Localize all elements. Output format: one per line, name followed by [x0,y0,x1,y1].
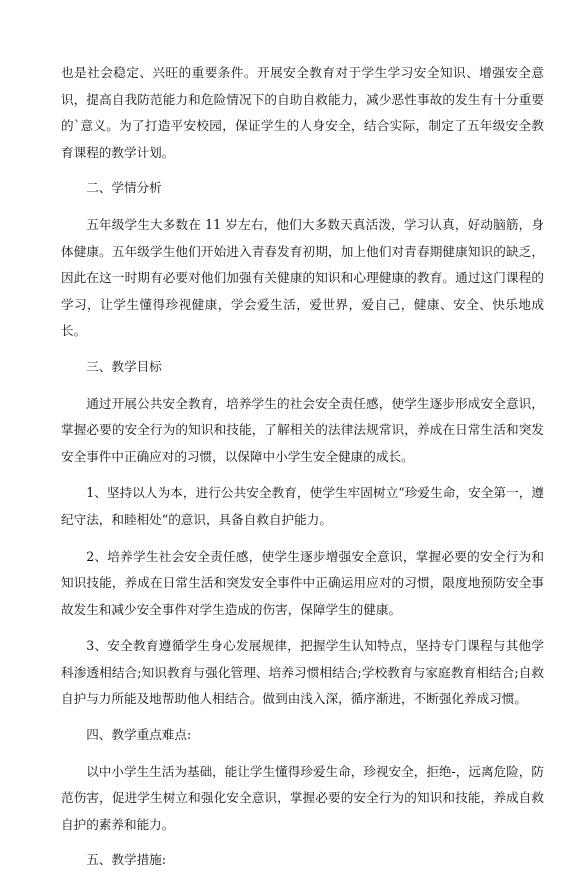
goal-item-2: 2、培养学生社会安全责任感，使学生逐步增强安全意识，掌握必要的安全行为和知识技能，养成在日常生活和突发安全事件中正确运用应对的习惯，限度地预防安全事故发生和减少安全事件对学生造成的伤害，保障学生的健康。 [61,548,544,617]
section-heading-teaching-measures: 五、教学措施: [86,852,166,868]
goal-item-3: 3、安全教育遵循学生身心发展规律，把握学生认知特点，坚持专门课程与其他学科渗透相结合;知识教育与强化管理、培养习惯相结合;学校教育与家庭教育相结合;自救自护与力所能及地帮助他人相结合。做到由浅入深，循序渐进，不断强化养成习惯。 [61,638,544,707]
key-points-paragraph: 以中小学生生活为基础，能让学生懂得珍爱生命，珍视安全，拒绝-，远离危险，防范伤害，促进学生树立和强化安全意识，掌握必要的安全行为的知识和技能，养成自救自护的素养和能力。 [61,763,544,832]
section-heading-learner-analysis: 二、学情分析 [86,180,162,196]
goal-item-1: 1、坚持以人为本，进行公共安全教育，使学生牢固树立“珍爱生命，安全第一，遵纪守法，和睦相处“的意识，具备自救自护能力。 [61,485,544,527]
teaching-goals-paragraph: 通过开展公共安全教育，培养学生的社会安全责任感，使学生逐步形成安全意识，掌握必要的安全行为的知识和技能，了解相关的法律法规常识，养成在日常生活和突发安全事件中正确应对的习惯，以保障中小学生安全健康的成长。 [61,395,544,464]
section-heading-teaching-goals: 三、教学目标 [86,358,162,374]
learner-analysis-paragraph: 五年级学生大多数在 11 岁左右，他们大多数天真活泼，学习认真，好动脑筋，身体健康。五年级学生他们开始进入青春发育初期，加上他们对青春期健康知识的缺乏，因此在这一时期有必要对他们加强有关健康的知识和心理健康的教育。通过这门课程的学习，让学生懂得珍视健康，学会爱生活，爱世界，爱自己，健康、安全、快乐地成长。 [61,216,544,339]
intro-paragraph: 也是社会稳定、兴旺的重要条件。开展安全教育对于学生学习安全知识、增强安全意识，提高自我防范能力和危险情况下的自助自救能力，减少恶性事故的发生有十分重要的`意义。为了打造平安校园，保证学生的人身安全，结合实际，制定了五年级安全教育课程的教学计划。 [61,65,544,160]
section-heading-key-points: 四、教学重点难点: [86,727,192,743]
